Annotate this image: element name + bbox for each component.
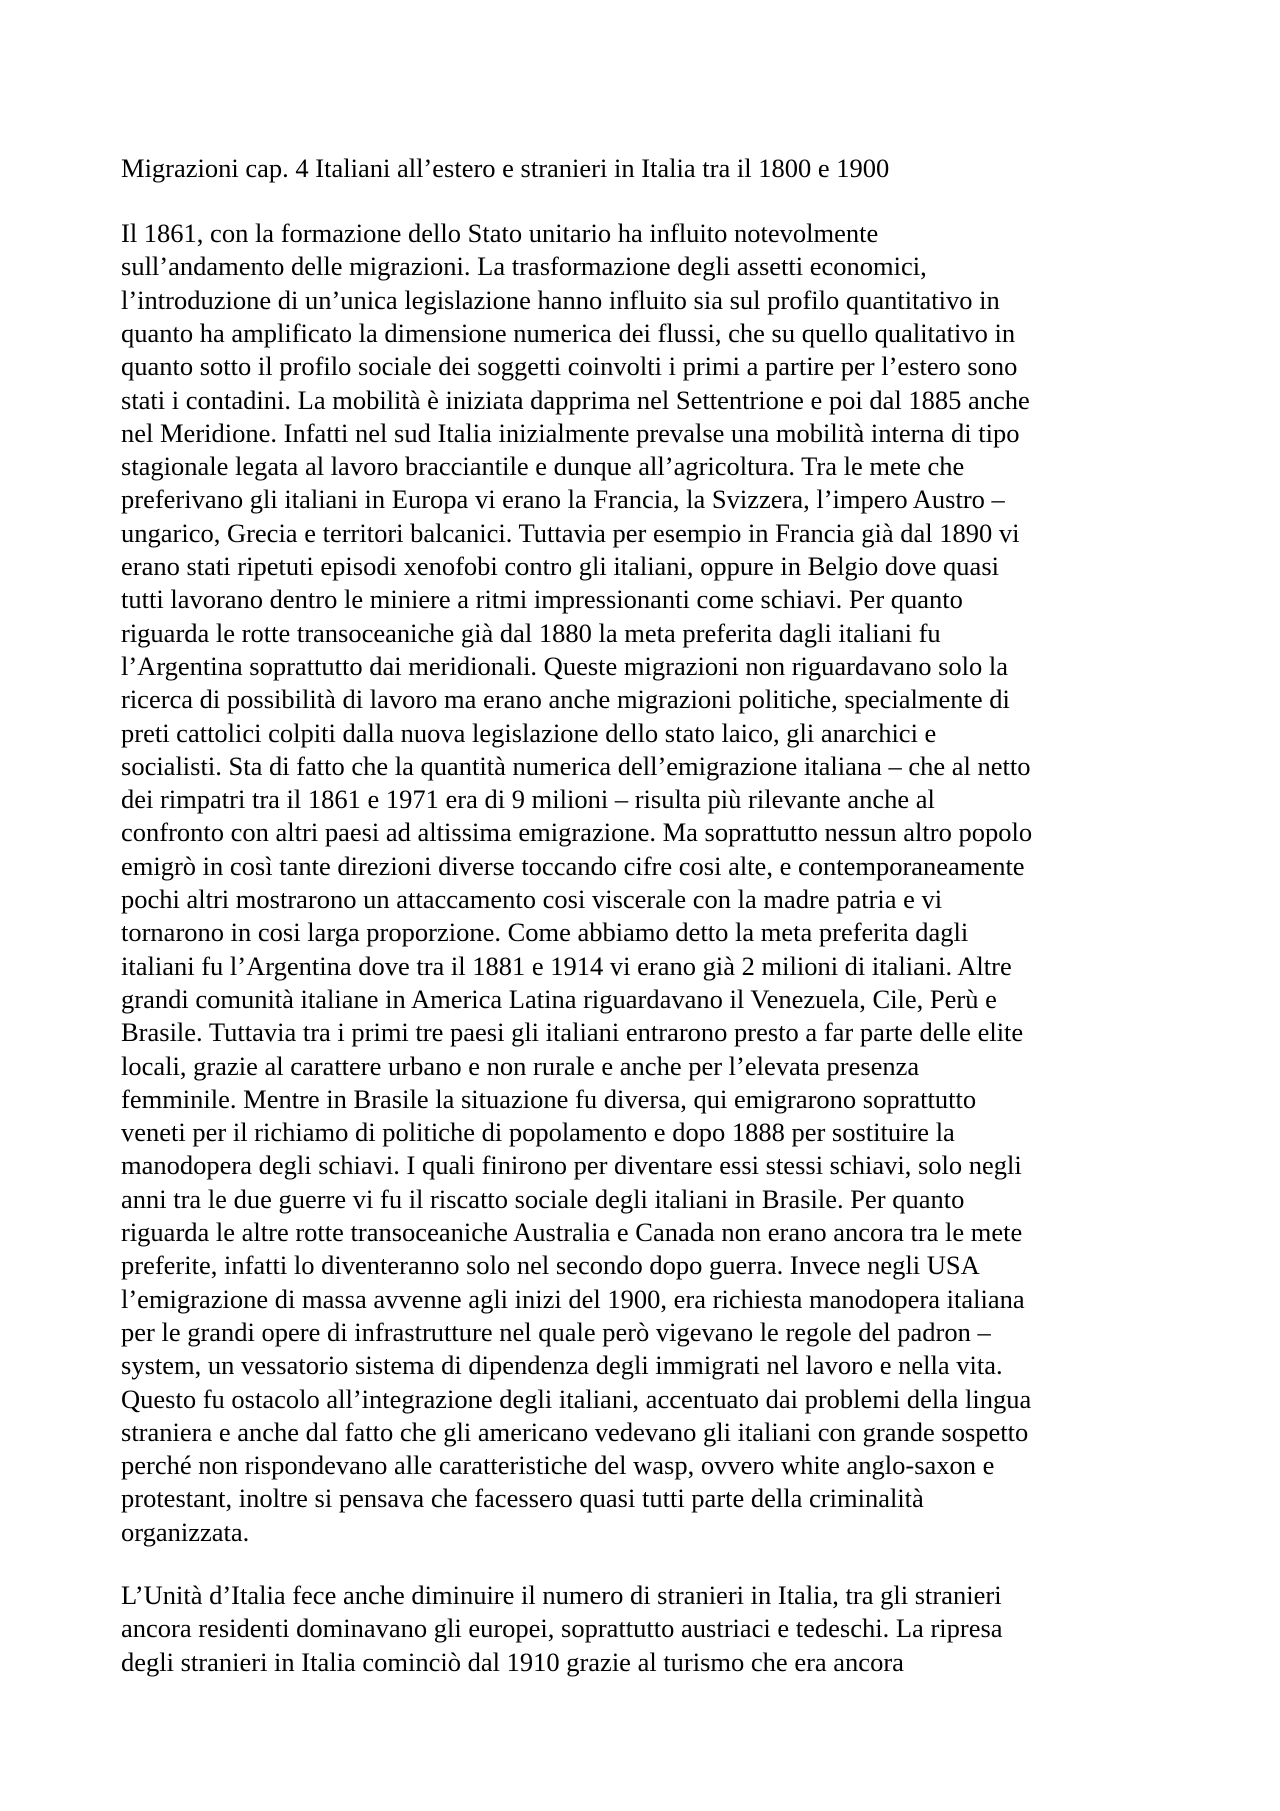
- text-line: stati i contadini. La mobilità è iniziata dapprima nel Settentrione e poi dal 1885 anche: [121, 384, 1030, 415]
- text-line: veneti per il richiamo di politiche di popolamento e dopo 1888 per sostituire la: [121, 1117, 955, 1148]
- text-line: ricerca di possibilità di lavoro ma erano anche migrazioni politiche, specialmente di: [121, 684, 1010, 715]
- text-line: degli stranieri in Italia cominciò dal 1910 grazie al turismo che era ancora: [121, 1646, 904, 1677]
- text-line: dei rimpatri tra il 1861 e 1971 era di 9 milioni – risulta più rilevante anche al: [121, 784, 935, 815]
- text-line: perché non rispondevano alle caratteristiche del wasp, ovvero white anglo-saxon e: [121, 1450, 995, 1481]
- text-line: organizzata.: [121, 1516, 250, 1547]
- text-line: tornarono in cosi larga proporzione. Come abbiamo detto la meta preferita dagli: [121, 917, 969, 948]
- text-line: Brasile. Tuttavia tra i primi tre paesi gli italiani entrarono presto a far parte delle elite: [121, 1017, 1024, 1048]
- text-line: riguarda le altre rotte transoceaniche Australia e Canada non erano ancora tra le mete: [121, 1217, 1023, 1247]
- text-line: socialisti. Sta di fatto che la quantità numerica dell’emigrazione italiana – che al netto: [121, 750, 1031, 781]
- text-line: emigrò in così tante direzioni diverse toccando cifre cosi alte, e contemporaneamente: [121, 850, 1025, 881]
- text-line: nel Meridione. Infatti nel sud Italia inizialmente prevalse una mobilità interna di tipo: [121, 417, 1020, 448]
- text-line: riguarda le rotte transoceaniche già dal 1880 la meta preferita dagli italiani fu: [121, 617, 941, 648]
- text-line: confronto con altri paesi ad altissima emigrazione. Ma soprattutto nessun altro popolo: [121, 817, 1033, 848]
- text-line: Questo fu ostacolo all’integrazione degli italiani, accentuato dai problemi della lingua: [121, 1383, 1032, 1414]
- document-title: Migrazioni cap. 4 Italiani all’estero e stranieri in Italia tra il 1800 e 1900: [121, 153, 890, 183]
- text-line: stagionale legata al lavoro bracciantile e dunque all’agricoltura. Tra le mete che: [121, 451, 965, 482]
- text-line: ancora residenti dominavano gli europei, soprattutto austriaci e tedeschi. La ripresa: [121, 1613, 1003, 1644]
- text-line: straniera e anche dal fatto che gli americano vedevano gli italiani con grande sospetto: [121, 1416, 1029, 1447]
- text-line: preferivano gli italiani in Europa vi erano la Francia, la Svizzera, l’impero Austro –: [121, 484, 1005, 515]
- text-line: italiani fu l’Argentina dove tra il 1881 e 1914 vi erano già 2 milioni di italiani. Altre: [121, 950, 1012, 981]
- text-line: erano stati ripetuti episodi xenofobi contro gli italiani, oppure in Belgio dove quasi: [121, 551, 999, 581]
- text-line: locali, grazie al carattere urbano e non rurale e anche per l’elevata presenza: [121, 1050, 920, 1081]
- text-line: grandi comunità italiane in America Latina riguardavano il Venezuela, Cile, Perù e: [121, 983, 997, 1014]
- text-line: anni tra le due guerre vi fu il riscatto sociale degli italiani in Brasile. Per quanto: [121, 1183, 965, 1214]
- text-line: protestant, inoltre si pensava che facessero quasi tutti parte della criminalità: [121, 1483, 924, 1514]
- text-line: manodopera degli schiavi. I quali finirono per diventare essi stessi schiavi, solo negli: [121, 1150, 1022, 1181]
- text-line: femminile. Mentre in Brasile la situazione fu diversa, qui emigrarono soprattutto: [121, 1083, 977, 1114]
- text-line: quanto ha amplificato la dimensione numerica dei flussi, che su quello qualitativo in: [121, 317, 1016, 348]
- text-line: Il 1861, con la formazione dello Stato unitario ha influito notevolmente: [121, 218, 879, 248]
- text-line: L’Unità d’Italia fece anche diminuire il numero di stranieri in Italia, tra gli stranieri: [121, 1580, 1002, 1610]
- text-line: quanto sotto il profilo sociale dei soggetti coinvolti i primi a partire per l’estero sono: [121, 351, 1018, 382]
- text-line: per le grandi opere di infrastrutture nel quale però vigevano le regole del padron –: [121, 1316, 991, 1347]
- text-line: l’emigrazione di massa avvenne agli inizi del 1900, era richiesta manodopera italiana: [121, 1283, 1025, 1314]
- text-line: preti cattolici colpiti dalla nuova legislazione dello stato laico, gli anarchici e: [121, 717, 937, 748]
- text-line: preferite, infatti lo diventeranno solo nel secondo dopo guerra. Invece negli USA: [121, 1250, 980, 1281]
- text-line: pochi altri mostrarono un attaccamento cosi viscerale con la madre patria e vi: [121, 884, 943, 914]
- text-line: ungarico, Grecia e territori balcanici. Tuttavia per esempio in Francia già dal 1890 vi: [121, 517, 1020, 548]
- text-line: system, un vessatorio sistema di dipendenza degli immigrati nel lavoro e nella vita.: [121, 1350, 1003, 1381]
- text-line: l’introduzione di un’unica legislazione hanno influito sia sul profilo quantitativo in: [121, 284, 1000, 315]
- text-line: l’Argentina soprattutto dai meridionali. Queste migrazioni non riguardavano solo la: [121, 650, 1009, 681]
- text-line: sull’andamento delle migrazioni. La trasformazione degli assetti economici,: [121, 251, 927, 282]
- text-line: tutti lavorano dentro le miniere a ritmi impressionanti come schiavi. Per quanto: [121, 584, 963, 615]
